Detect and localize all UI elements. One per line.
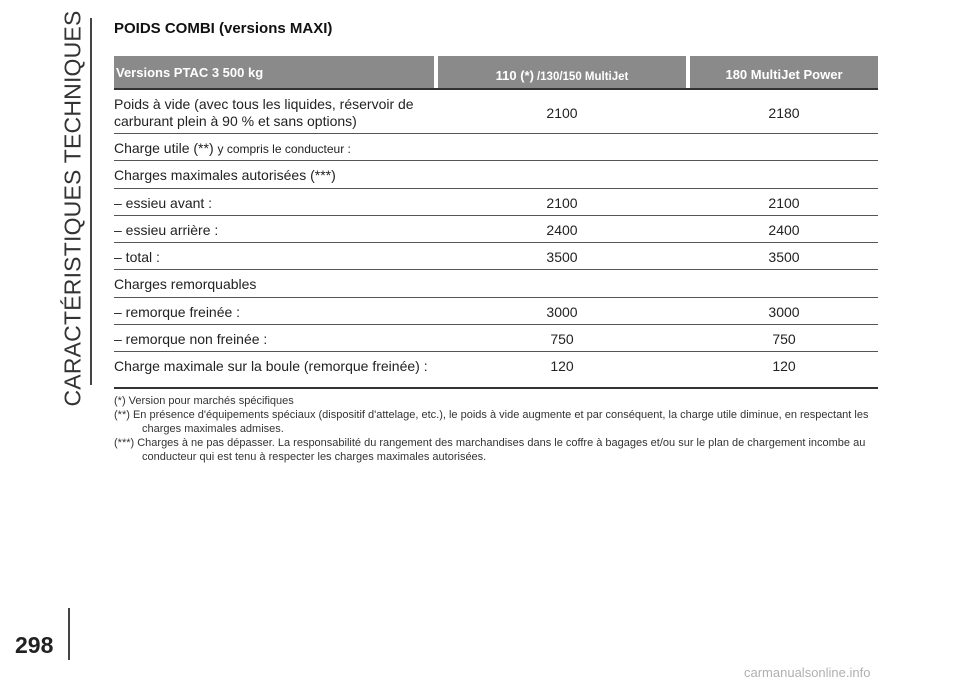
row-value-col3: 750	[772, 331, 796, 347]
header-110-label: 110 (*)	[495, 68, 534, 83]
row-label: – essieu avant :	[114, 195, 213, 211]
header-180-multijet-power	[690, 56, 878, 88]
row-value-col2: 2100	[546, 195, 578, 211]
row-value-col2: 3500	[546, 249, 578, 265]
header-110-multijet	[438, 56, 686, 88]
row-value-col2: 120	[550, 358, 574, 374]
row-label	[114, 140, 434, 156]
table-row-max-loads-heading	[114, 161, 878, 189]
table-row-total	[114, 243, 878, 270]
footnotes	[114, 394, 910, 464]
header-versions	[114, 56, 434, 88]
row-value-col3: 3500	[768, 249, 800, 265]
header-versions-label: Versions PTAC 3 500 kg	[116, 65, 264, 80]
row-value-col2: 750	[550, 331, 574, 347]
header-180-label: 180 MultiJet Power	[725, 67, 843, 82]
row-label-main: Charge utile (**)	[114, 140, 214, 156]
row-label: Charge maximale sur la boule (remorque freinée) :	[114, 358, 428, 374]
section-title: POIDS COMBI (versions MAXI)	[114, 20, 333, 37]
footnote-1: (*) Version pour marchés spécifiques	[114, 395, 294, 407]
table-row-payload	[114, 134, 878, 161]
page-number: 298	[15, 632, 54, 658]
row-value-col3: 3000	[768, 304, 800, 320]
row-label: Charges maximales autorisées (***)	[114, 167, 336, 183]
row-label: Poids à vide (avec tous les liquides, réservoir de carburant plein à 90 % et sans options)	[114, 96, 414, 129]
watermark: carmanualsonline.info	[744, 665, 871, 680]
table-row-towable-heading	[114, 270, 878, 298]
row-value-col3: 2180	[768, 105, 800, 121]
row-value-col2: 2400	[546, 222, 578, 238]
table-row-unbraked-trailer	[114, 325, 878, 352]
row-label: – essieu arrière :	[114, 222, 219, 238]
row-value-col3: 2100	[768, 195, 800, 211]
table-header	[114, 56, 878, 90]
weights-table	[114, 56, 878, 382]
side-section-title-text: CARACTÉRISTIQUES TECHNIQUES	[59, 9, 86, 407]
row-value-col2: 2100	[546, 105, 578, 121]
row-label-small: y compris le conducteur :	[217, 142, 351, 156]
row-label: – remorque non freinée :	[114, 331, 268, 347]
table-bottom-rule	[114, 387, 878, 389]
footnote-2: (**) En présence d'équipements spéciaux (dispositif d'attelage, etc.), le poids à vide augmente et par conséquent, la charge utile diminue, en respectant les charges maximales admises.	[114, 409, 869, 435]
row-label: – total :	[114, 249, 160, 265]
header-110-sub-label: /130/150 MultiJet	[536, 71, 629, 83]
table-row-empty-weight	[114, 90, 878, 134]
row-value-col2: 3000	[546, 304, 578, 320]
side-divider	[90, 18, 92, 385]
table-row-towball-load	[114, 352, 878, 382]
table-row-front-axle	[114, 189, 878, 216]
side-section-title	[59, 9, 86, 407]
row-value-col3: 2400	[768, 222, 800, 238]
table-row-braked-trailer	[114, 298, 878, 325]
row-label: Charges remorquables	[114, 276, 257, 292]
row-value-col3: 120	[772, 358, 796, 374]
footnote-3: (***) Charges à ne pas dépasser. La responsabilité du rangement des marchandises dans le coffre à bagages et/ou sur le plan de chargement incombe au conducteur qui est tenu à respecter les charges maximales autorisées.	[114, 437, 866, 463]
row-label: – remorque freinée :	[114, 304, 241, 320]
page-number-rule	[68, 608, 70, 660]
table-row-rear-axle	[114, 216, 878, 243]
